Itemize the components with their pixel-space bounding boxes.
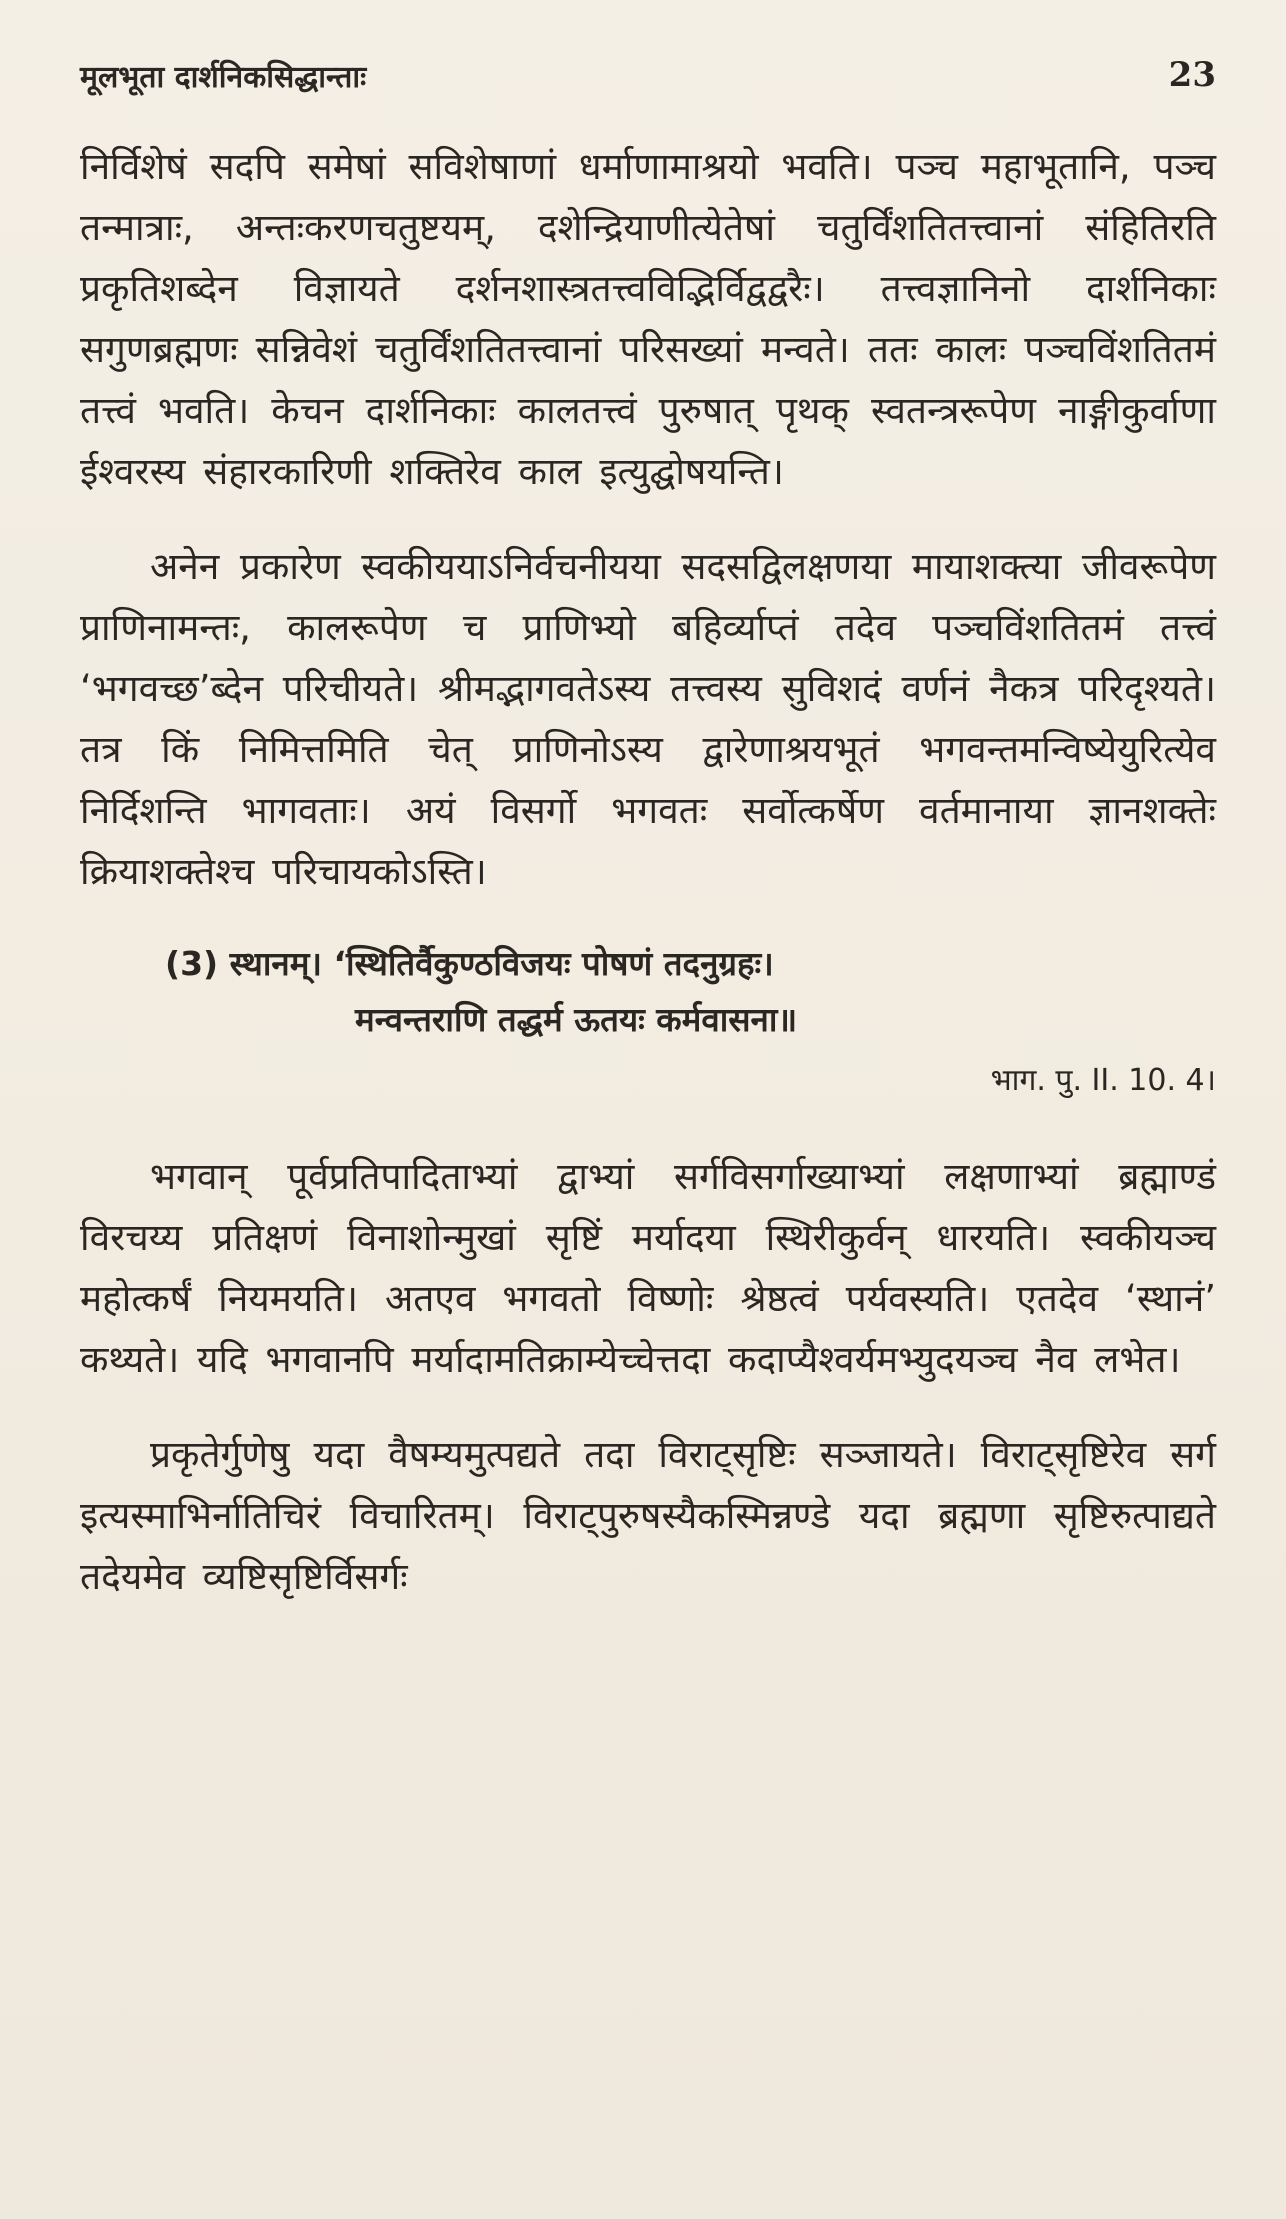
paragraph-2: अनेन प्रकारेण स्वकीययाऽनिर्वचनीयया सदसद्विलक्षणया मायाशक्त्या जीवरूपेण प्राणिनामन्तः, कालरूपेण च प्राणिभ्यो बहिर्व्याप्तं तदेव पञ्चविंशतितमं तत्त्वं ‘भगवच्छ’ब्देन परिचीयते। श्रीमद्भागवतेऽस्य तत्त्वस्य सुविशदं वर्णनं नैकत्र परिदृश्यते। तत्र किं निमित्तमिति चेत् प्राणिनोऽस्य द्वारेणाश्रयभूतं भगवन्तमन्विष्येयुरित्येव निर्दिशन्ति भागवताः। अयं विसर्गो भगवतः सर्वोत्कर्षेण वर्तमानाया ज्ञानशक्तेः क्रियाशक्तेश्च परिचायकोऽस्ति। xyxy=(80,545,1216,893)
paragraph-3: भगवान् पूर्वप्रतिपादिताभ्यां द्वाभ्यां सर्गविसर्गाख्याभ्यां लक्षणाभ्यां ब्रह्माण्डं विरचय्य प्रतिक्षणं विनाशोन्मुखां सृष्टिं मर्यादया स्थिरीकुर्वन् धारयति। स्वकीयञ्च महोत्कर्षं नियमयति। अतएव भगवतो विष्णोः श्रेष्ठत्वं पर्यवस्यति। एतदेव ‘स्थानं’ कथ्यते। यदि भगवानपि मर्यादामतिक्राम्येच्चेत्तदा कदाप्यैश्वर्यमभ्युदयञ्च नैव लभेत। xyxy=(80,1155,1216,1381)
paragraph-4: प्रकृतेर्गुणेषु यदा वैषम्यमुत्पद्यते तदा विराट्सृष्टिः सञ्जायते। विराट्सृष्टिरेव सर्ग इत्यस्माभिर्नातिचिरं विचारितम्। विराट्पुरुषस्यैकस्मिन्नण्डे यदा ब्रह्मणा सृष्टिरुत्पाद्यते तदेयमेव व्यष्टिसृष्टिर्विसर्गः xyxy=(80,1433,1216,1598)
page-number: 23 xyxy=(1168,55,1216,95)
section-title: मूलभूता दार्शनिकसिद्धान्ताः xyxy=(80,60,367,95)
verse-line-2: मन्वन्तराणि तद्धर्म ऊतयः कर्मवासना॥ xyxy=(355,1000,798,1039)
paragraph-1: निर्विशेषं सदपि समेषां सविशेषाणां धर्माणामाश्रयो भवति। पञ्च महाभूतानि, पञ्च तन्मात्राः, अन्तःकरणचतुष्टयम्, दशेन्द्रियाणीत्येतेषां चतुर्विंशतितत्त्वानां संहितिरति प्रकृतिशब्देन विज्ञायते दर्शनशास्त्रतत्त्वविद्भिर्विद्वद्वरैः। तत्त्वज्ञानिनो दार्शनिकाः सगुणब्रह्मणः सन्निवेशं चतुर्विंशतितत्त्वानां परिसख्यां मन्वते। ततः कालः पञ्चविंशतितमं तत्त्वं भवति। केचन दार्शनिकाः कालतत्त्वं पुरुषात् पृथक् स्वतन्त्ररूपेण नाङ्गीकुर्वाणा ईश्वरस्य संहारकारिणी शक्तिरेव काल इत्युद्घोषयन्ति। xyxy=(80,145,1216,493)
verse-line-1: (3) स्थानम्। ‘स्थितिर्वैकुण्ठविजयः पोषणं तदनुग्रहः। xyxy=(165,944,774,983)
verse-citation: भाग. पु. II. 10. 4। xyxy=(990,1063,1216,1098)
verse-block xyxy=(80,936,1216,1048)
running-header xyxy=(80,55,1216,96)
